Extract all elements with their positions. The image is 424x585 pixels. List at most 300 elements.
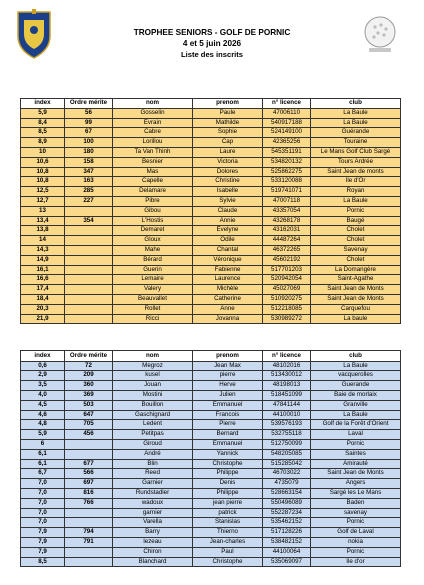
cell-license: 48102016 [263, 361, 311, 371]
cell-name: Megroz [113, 361, 193, 371]
table-row [21, 518, 401, 528]
cell-club: Guérande [311, 128, 401, 138]
cell-merit: 100 [65, 138, 113, 148]
cell-merit [65, 236, 113, 246]
column-header-firstname: prenom [193, 99, 263, 109]
cell-license: 518451099 [263, 390, 311, 400]
table-row [21, 420, 401, 430]
cell-merit: 816 [65, 488, 113, 498]
cell-firstname: Isabelle [193, 187, 263, 197]
cell-index: 8,5 [21, 557, 65, 567]
cell-license: 44100064 [263, 547, 311, 557]
table-row [21, 196, 401, 206]
cell-club: Saintes [311, 449, 401, 459]
cell-club: Laval [311, 430, 401, 440]
cell-name: Lorillou [113, 138, 193, 148]
cell-merit [65, 275, 113, 285]
cell-index: 6 [21, 439, 65, 449]
cell-merit [65, 304, 113, 314]
cell-club: Saint Jean de Monts [311, 285, 401, 295]
cell-merit: 354 [65, 216, 113, 226]
cell-index: 10,8 [21, 167, 65, 177]
cell-index: 10 [21, 147, 65, 157]
cell-club: Royan [311, 187, 401, 197]
cell-club: Savenay [311, 245, 401, 255]
cell-name: Gaschignard [113, 410, 193, 420]
cell-index: 3,5 [21, 381, 65, 391]
table-row [21, 245, 401, 255]
cell-license: 42365256 [263, 138, 311, 148]
cell-merit [65, 557, 113, 567]
column-header-name: nom [113, 99, 193, 109]
cell-index: 16,6 [21, 275, 65, 285]
cell-firstname: jean pierre [193, 498, 263, 508]
cell-index: 21,9 [21, 314, 65, 324]
cell-club: Pornic [311, 206, 401, 216]
cell-name: kusel [113, 371, 193, 381]
cell-club: La Baule [311, 108, 401, 118]
cell-merit: 158 [65, 157, 113, 167]
cell-firstname: Anne [193, 304, 263, 314]
cell-index: 7,0 [21, 498, 65, 508]
table-row [21, 361, 401, 371]
table-row [21, 187, 401, 197]
cell-firstname: Paul [193, 547, 263, 557]
cell-firstname: Jovanna [193, 314, 263, 324]
cell-firstname: Claude [193, 206, 263, 216]
cell-merit [65, 206, 113, 216]
cell-license: 512750099 [263, 439, 311, 449]
cell-firstname: Michèle [193, 285, 263, 295]
table-row [21, 118, 401, 128]
cell-name: Ricci [113, 314, 193, 324]
cell-firstname: Paule [193, 108, 263, 118]
table-row [21, 304, 401, 314]
column-header-name: nom [113, 351, 193, 362]
cell-firstname: Christine [193, 177, 263, 187]
cell-merit: 227 [65, 196, 113, 206]
cell-firstname: patrick [193, 508, 263, 518]
table-header-row [21, 351, 401, 362]
cell-index: 0,6 [21, 361, 65, 371]
cell-license: 517701203 [263, 265, 311, 275]
cell-club: Golf de la Forêt d'Orient [311, 420, 401, 430]
cell-index: 16,1 [21, 265, 65, 275]
cell-license: 513430012 [263, 371, 311, 381]
cell-index: 4,5 [21, 400, 65, 410]
cell-name: Gosselin [113, 108, 193, 118]
cell-index: 12,7 [21, 196, 65, 206]
table-row [21, 449, 401, 459]
cell-index: 4,6 [21, 410, 65, 420]
cell-club: Golf de Laval [311, 528, 401, 538]
cell-license: 45602192 [263, 255, 311, 265]
cell-club: Carquefou [311, 304, 401, 314]
cell-merit: 99 [65, 118, 113, 128]
cell-index: 6,7 [21, 469, 65, 479]
cell-firstname: Cap [193, 138, 263, 148]
cell-license: 533120088 [263, 177, 311, 187]
cell-firstname: Thierno [193, 528, 263, 538]
cell-club: Baugé [311, 216, 401, 226]
cell-name: Pibre [113, 196, 193, 206]
cell-firstname: Jean Max [193, 361, 263, 371]
cell-club: Saint Jean de Monts [311, 469, 401, 479]
cell-merit: 369 [65, 390, 113, 400]
cell-merit: 285 [65, 187, 113, 197]
cell-license: 525862275 [263, 167, 311, 177]
cell-merit: 566 [65, 469, 113, 479]
table-row [21, 275, 401, 285]
cell-license: 4735079 [263, 479, 311, 489]
cell-name: Ta Van Thinh [113, 147, 193, 157]
cell-name: André [113, 449, 193, 459]
cell-merit [65, 255, 113, 265]
cell-name: Valery [113, 285, 193, 295]
cell-club: La Baule [311, 196, 401, 206]
cell-index: 10,8 [21, 177, 65, 187]
cell-merit [65, 285, 113, 295]
cell-firstname: Philippe [193, 469, 263, 479]
cell-firstname: Laure [193, 147, 263, 157]
cell-index: 14 [21, 236, 65, 246]
cell-license: 47007118 [263, 196, 311, 206]
cell-license: 47006110 [263, 108, 311, 118]
cell-firstname: Pierre [193, 420, 263, 430]
cell-club: La Baule [311, 361, 401, 371]
cell-index: 7,0 [21, 518, 65, 528]
cell-firstname: Bernard [193, 430, 263, 440]
cell-firstname: Annie [193, 216, 263, 226]
cell-club: Pornic [311, 547, 401, 557]
cell-license: 45027069 [263, 285, 311, 295]
table-row [21, 216, 401, 226]
cell-club: Sargé les Le Mans [311, 488, 401, 498]
cell-merit: 791 [65, 537, 113, 547]
cell-name: Mostini [113, 390, 193, 400]
cell-firstname: pierre [193, 371, 263, 381]
cell-club: Angers [311, 479, 401, 489]
table-row [21, 410, 401, 420]
table-row [21, 265, 401, 275]
cell-index: 7,0 [21, 488, 65, 498]
cell-club: Baie de morlaix [311, 390, 401, 400]
cell-license: 517128226 [263, 528, 311, 538]
cell-firstname: Philippe [193, 488, 263, 498]
table-row [21, 381, 401, 391]
cell-license: 528663154 [263, 488, 311, 498]
cell-merit: 647 [65, 410, 113, 420]
table-row [21, 528, 401, 538]
cell-merit [65, 226, 113, 236]
cell-license: 534820132 [263, 157, 311, 167]
cell-club: Tours Ardrée [311, 157, 401, 167]
cell-index: 14,9 [21, 255, 65, 265]
cell-name: Garnier [113, 479, 193, 489]
cell-name: Blanchard [113, 557, 193, 567]
cell-merit: 209 [65, 371, 113, 381]
cell-license: 47841144 [263, 400, 311, 410]
cell-club: Guerande [311, 381, 401, 391]
cell-firstname: Francois [193, 410, 263, 420]
cell-merit [65, 439, 113, 449]
table-row [21, 459, 401, 469]
cell-name: Evrain [113, 118, 193, 128]
cell-name: Lemaire [113, 275, 193, 285]
cell-name: Barry [113, 528, 193, 538]
cell-firstname: Mathilde [193, 118, 263, 128]
cell-index: 12,5 [21, 187, 65, 197]
cell-name: garnier [113, 508, 193, 518]
document-dates: 4 et 5 juin 2026 [182, 39, 242, 48]
cell-name: Chiron [113, 547, 193, 557]
cell-firstname: Emmanuel [193, 439, 263, 449]
cell-index: 17,4 [21, 285, 65, 295]
cell-club: nokia [311, 537, 401, 547]
cell-club: Saint Jean de Monts [311, 294, 401, 304]
cell-name: Guerin [113, 265, 193, 275]
table-row [21, 371, 401, 381]
cell-name: Mas [113, 167, 193, 177]
cell-index: 2,9 [21, 371, 65, 381]
cell-club: Amirauté [311, 459, 401, 469]
table-row [21, 138, 401, 148]
cell-license: 532755118 [263, 430, 311, 440]
cell-firstname: Victoria [193, 157, 263, 167]
cell-license: 510920275 [263, 294, 311, 304]
cell-index: 13,8 [21, 226, 65, 236]
table-row [21, 177, 401, 187]
cell-name: Blin [113, 459, 193, 469]
table-row [21, 236, 401, 246]
table-row [21, 479, 401, 489]
cell-license: 550496089 [263, 498, 311, 508]
cell-firstname: Évelyne [193, 226, 263, 236]
cell-club: Saint-Agathe [311, 275, 401, 285]
cell-name: Petitpas [113, 430, 193, 440]
cell-club: Ile d'Or [311, 177, 401, 187]
cell-merit: 180 [65, 147, 113, 157]
cell-firstname: Sylvie [193, 196, 263, 206]
cell-firstname: Denis [193, 479, 263, 489]
document-subtitle: Liste des inscrits [180, 50, 244, 59]
cell-club: Granville [311, 400, 401, 410]
cell-license: 44100010 [263, 410, 311, 420]
cell-merit [65, 294, 113, 304]
cell-name: Giroud [113, 439, 193, 449]
table-row [21, 314, 401, 324]
table-row [21, 469, 401, 479]
table-row [21, 157, 401, 167]
cell-firstname: Dolores [193, 167, 263, 177]
table-header-row [21, 99, 401, 109]
cell-name: Rundstadler [113, 488, 193, 498]
cell-firstname: Emmanuel [193, 400, 263, 410]
cell-index: 7,0 [21, 508, 65, 518]
cell-name: Cabre [113, 128, 193, 138]
cell-firstname: Catherine [193, 294, 263, 304]
cell-firstname: Véronique [193, 255, 263, 265]
cell-name: L'Hostis [113, 216, 193, 226]
cell-merit [65, 547, 113, 557]
cell-merit: 766 [65, 498, 113, 508]
cell-merit: 360 [65, 381, 113, 391]
cell-index: 8,5 [21, 128, 65, 138]
table-row [21, 226, 401, 236]
cell-license: 46703022 [263, 469, 311, 479]
cell-license: 43357054 [263, 206, 311, 216]
cell-license: 540917188 [263, 118, 311, 128]
cell-index: 4,0 [21, 390, 65, 400]
table-row [21, 498, 401, 508]
cell-club: Touraine [311, 138, 401, 148]
cell-index: 14,3 [21, 245, 65, 255]
cell-index: 7,9 [21, 528, 65, 538]
cell-club: Pornic [311, 518, 401, 528]
column-header-firstname: prenom [193, 351, 263, 362]
cell-name: Varella [113, 518, 193, 528]
cell-firstname: Stanislas [193, 518, 263, 528]
cell-firstname: Christophe [193, 557, 263, 567]
cell-name: wadoux [113, 498, 193, 508]
cell-name: Gibou [113, 206, 193, 216]
cell-license: 43268178 [263, 216, 311, 226]
cell-name: Capelle [113, 177, 193, 187]
cell-index: 18,4 [21, 294, 65, 304]
cell-license: 520942054 [263, 275, 311, 285]
cell-firstname: Fabienne [193, 265, 263, 275]
cell-license: 538482152 [263, 537, 311, 547]
cell-index: 7,0 [21, 479, 65, 489]
cell-merit [65, 314, 113, 324]
column-header-license: n° licence [263, 351, 311, 362]
cell-index: 13,4 [21, 216, 65, 226]
column-header-club: club [311, 99, 401, 109]
cell-firstname: Odile [193, 236, 263, 246]
cell-merit: 705 [65, 420, 113, 430]
cell-name: Mahe [113, 245, 193, 255]
cell-merit [65, 518, 113, 528]
table-row [21, 488, 401, 498]
cell-firstname: Sophie [193, 128, 263, 138]
cell-name: Besnier [113, 157, 193, 167]
table-row [21, 147, 401, 157]
cell-license: 44487264 [263, 236, 311, 246]
cell-club: Cholet [311, 226, 401, 236]
cell-name: Ledent [113, 420, 193, 430]
cell-merit: 794 [65, 528, 113, 538]
table-row [21, 439, 401, 449]
column-header-index: index [21, 351, 65, 362]
cell-firstname: Laurence [193, 275, 263, 285]
cell-index: 20,3 [21, 304, 65, 314]
table-row [21, 400, 401, 410]
cell-club: Ile d'or [311, 557, 401, 567]
cell-firstname: Yannick [193, 449, 263, 459]
table-row [21, 294, 401, 304]
cell-club: vacquerolles [311, 371, 401, 381]
cell-firstname: Jean-charles [193, 537, 263, 547]
cell-club: La baule [311, 314, 401, 324]
cell-index: 6,1 [21, 449, 65, 459]
cell-index: 7,9 [21, 537, 65, 547]
column-header-club: club [311, 351, 401, 362]
cell-club: Baden [311, 498, 401, 508]
cell-license: 515285042 [263, 459, 311, 469]
cell-index: 5,9 [21, 430, 65, 440]
table-row [21, 557, 401, 567]
cell-index: 4,8 [21, 420, 65, 430]
cell-index: 6,1 [21, 459, 65, 469]
document-title: TROPHEE SENIORS - GOLF DE PORNIC [133, 28, 291, 37]
table-row [21, 206, 401, 216]
cell-merit: 163 [65, 177, 113, 187]
cell-merit [65, 265, 113, 275]
column-header-merit: Ordre mérite [65, 351, 113, 362]
cell-club: Cholet [311, 255, 401, 265]
table-row [21, 285, 401, 295]
cell-merit: 503 [65, 400, 113, 410]
cell-license: 548205085 [263, 449, 311, 459]
cell-license: 535462152 [263, 518, 311, 528]
cell-firstname: Herve [193, 381, 263, 391]
table-row [21, 430, 401, 440]
cell-license: 530989272 [263, 314, 311, 324]
cell-index: 8,4 [21, 118, 65, 128]
cell-merit: 72 [65, 361, 113, 371]
cell-license: 48198013 [263, 381, 311, 391]
cell-club: La Domangère [311, 265, 401, 275]
cell-license: 46372265 [263, 245, 311, 255]
column-header-merit: Ordre mérite [65, 99, 113, 109]
cell-merit: 56 [65, 108, 113, 118]
cell-merit: 347 [65, 167, 113, 177]
cell-merit: 677 [65, 459, 113, 469]
cell-club: Pornic [311, 439, 401, 449]
cell-license: 539576193 [263, 420, 311, 430]
table-row [21, 108, 401, 118]
cell-license: 535069097 [263, 557, 311, 567]
cell-name: Reed [113, 469, 193, 479]
cell-index: 8,9 [21, 138, 65, 148]
table-row [21, 167, 401, 177]
cell-merit [65, 508, 113, 518]
column-header-license: n° licence [263, 99, 311, 109]
cell-merit: 697 [65, 479, 113, 489]
cell-club: Cholet [311, 236, 401, 246]
cell-index: 7,9 [21, 547, 65, 557]
cell-merit: 456 [65, 430, 113, 440]
cell-name: Bérard [113, 255, 193, 265]
ladies-registrations-table [20, 98, 401, 324]
cell-name: Delamare [113, 187, 193, 197]
cell-firstname: Christophe [193, 459, 263, 469]
cell-merit: 67 [65, 128, 113, 138]
cell-club: Le Mans Golf Club Sargé [311, 147, 401, 157]
cell-firstname: Julien [193, 390, 263, 400]
cell-club: La Baule [311, 410, 401, 420]
cell-license: 512218085 [263, 304, 311, 314]
cell-license: 519741071 [263, 187, 311, 197]
table-row [21, 508, 401, 518]
cell-name: Rollet [113, 304, 193, 314]
cell-license: 545351191 [263, 147, 311, 157]
table-row [21, 128, 401, 138]
cell-license: 43162031 [263, 226, 311, 236]
cell-name: Demaret [113, 226, 193, 236]
table-row [21, 547, 401, 557]
cell-index: 10,6 [21, 157, 65, 167]
